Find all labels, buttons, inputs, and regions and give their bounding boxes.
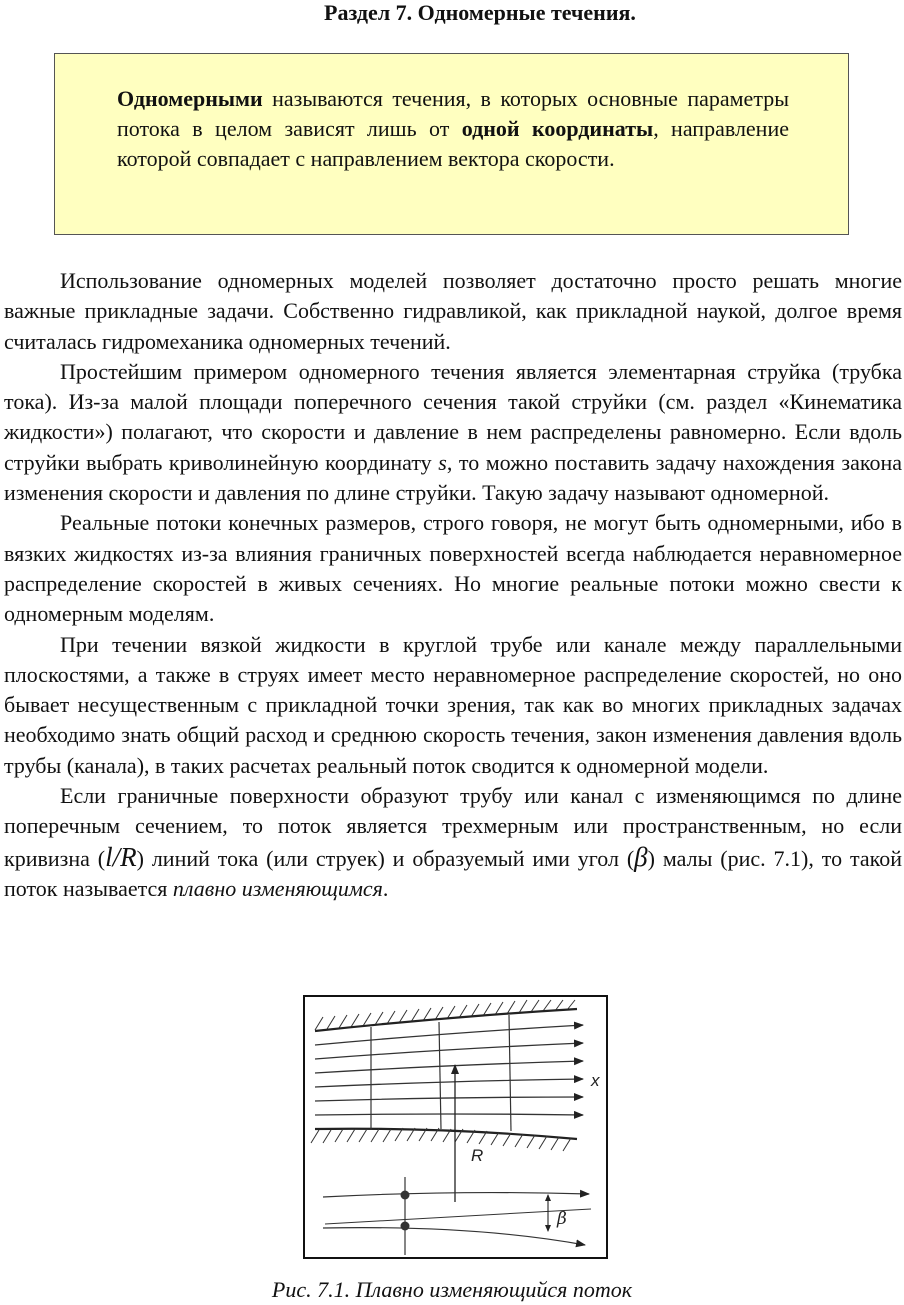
figure-7-1 (303, 995, 608, 1259)
definition-text (117, 84, 789, 174)
section-title: Раздел 7. Одномерные течения. (324, 0, 636, 25)
point-upper (401, 1191, 410, 1200)
figure-caption: Рис. 7.1. Плавно изменяющийся поток (271, 1277, 633, 1302)
label-x: x (591, 1071, 600, 1090)
symbol-l-over-r: l/R (105, 841, 137, 872)
paragraph-2-text-a: Простейшим примером одномерного течения является элементарная струйка (трубка тока). Из-за малой площади поперечного сечения такой струйки (см. раздел «Кинематика жидкости») полагают, что скорости и давление в нем распределены равномерно. Если вдоль струйки выбрать криволинейную координату (4, 358, 902, 475)
point-lower (401, 1222, 410, 1231)
flow-diagram (305, 997, 606, 1257)
body-text (4, 266, 902, 904)
streamlines (315, 1025, 583, 1115)
paragraph-5-emphasis: плавно изменяющимся (172, 875, 383, 901)
paragraph-4: При течении вязкой жидкости в круглой трубе или канале между параллельными плоскостями, а также в струях имеет место неравномерное распределение скоростей, но оно бывает несущественным с прикладной точки зрения, так как во многих прикладных задачах необходимо знать общий расход и среднюю скорость течения, закон изменения давления вдоль трубы (канала), в таких расчетах реальный поток сводится к одномерной модели. (4, 631, 902, 778)
paragraph-5 (4, 781, 902, 904)
symbol-s: s (438, 449, 447, 475)
label-r: R (471, 1146, 484, 1165)
paragraph-5-text-b: ) линий тока (или струек) и образуемый ими угол ( (136, 845, 635, 871)
paragraph-5-text-a: Если граничные поверхности образуют трубу или канал с изменяющимся по длине поперечным сечением, то поток является трехмерным или пространственным, но если кривизна ( (4, 783, 902, 871)
definition-term: Одномерными (117, 86, 263, 111)
paragraph-5-end: . (382, 875, 389, 901)
symbol-beta: β (634, 841, 648, 872)
definition-text-2: , направление которой совпадает с направлением вектора скорости. (117, 116, 789, 171)
paragraph-5-text-c: ) малы (рис. 7.1), то такой поток называется (4, 845, 902, 901)
top-wall-hatching (315, 1000, 575, 1030)
definition-box (54, 53, 849, 235)
bottom-wall-hatching (311, 1128, 571, 1151)
label-beta: β (557, 1209, 567, 1229)
definition-text-1: называются течения, в которых основные параметры потока в целом зависят лишь от (117, 86, 789, 141)
paragraph-3: Реальные потоки конечных размеров, строго говоря, не могут быть одномерными, ибо в вязких жидкостях из-за влияния граничных поверхностей всегда наблюдается неравномерное распределение скоростей в живых сечениях. Но многие реальные потоки можно свести к одномерным моделям. (4, 510, 902, 627)
angle-streamlines (323, 1193, 591, 1245)
paragraph-2 (4, 357, 902, 508)
paragraph-2-text-b: , то можно поставить задачу нахождения закона изменения скорости и давления по длине струйки. Такую задачу называют одномерной. (4, 449, 902, 506)
definition-emphasis: одной координаты (461, 116, 654, 141)
paragraph-1: Использование одномерных моделей позволяет достаточно просто решать многие важные прикладные задачи. Собственно гидравликой, как прикладной наукой, долгое время считалась гидромеханика одномерных течений. (4, 268, 902, 354)
